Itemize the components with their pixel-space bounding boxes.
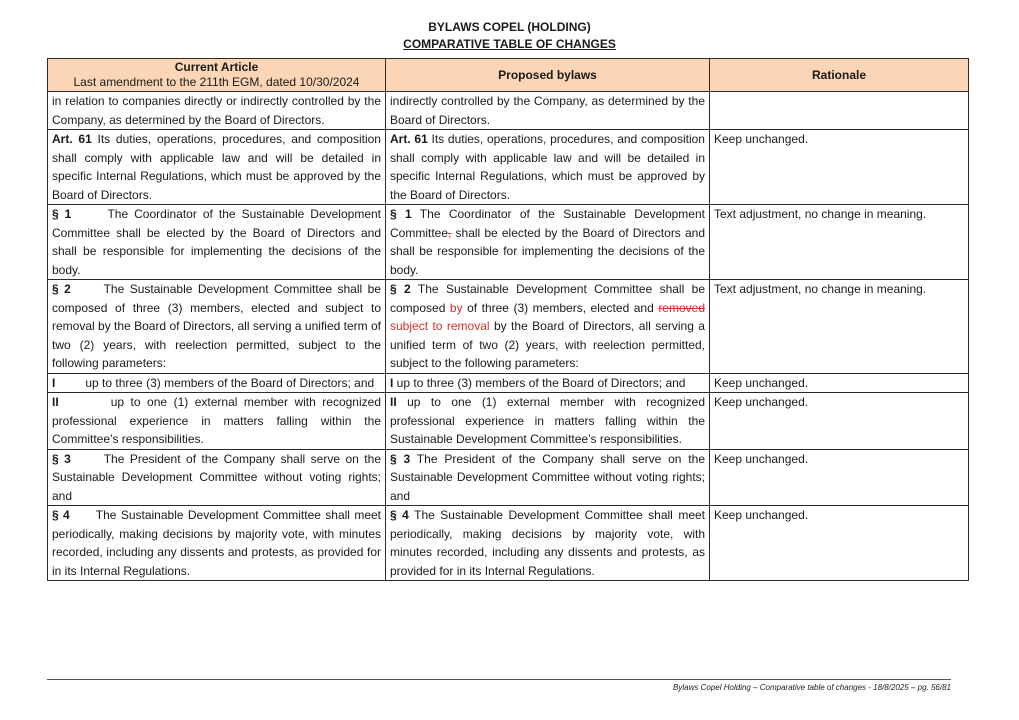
current-text: The President of the Company shall serve on the Sustainable Development Committee without voting rights; and	[52, 451, 381, 503]
proposed-text: by the Board of Directors, all serving a unified term of two (2) years, with reelection permitted, subject to the following parameters:	[390, 319, 705, 370]
table-row	[48, 393, 969, 450]
table-row	[48, 373, 969, 393]
deleted-text: removed	[658, 300, 705, 315]
column-header-rationale: Rationale	[710, 59, 969, 92]
inserted-text: by	[449, 300, 463, 315]
rationale-text: Keep unchanged.	[714, 451, 809, 466]
proposed-cell	[386, 449, 710, 506]
rationale-cell	[710, 92, 969, 130]
current-cell	[48, 449, 386, 506]
article-label: Art. 61	[52, 132, 92, 146]
current-text: The Coordinator of the Sustainable Development Committee shall be elected by the Board of Directors and shall be responsible for implementing the decisions of the body.	[52, 207, 382, 277]
table-header-row	[48, 59, 969, 92]
rationale-text: Keep unchanged.	[714, 395, 809, 409]
proposed-text: indirectly controlled by the Company, as determined by the Board of Directors.	[390, 94, 705, 127]
comparative-table	[47, 58, 969, 581]
proposed-text: shall be elected by the Board of Directors and shall be responsible for implementing the decisions of the body.	[390, 225, 705, 277]
rationale-cell	[710, 205, 969, 280]
proposed-text: The Sustainable Development Committee shall meet periodically, making decisions by majority vote, with minutes recorded, including any dissents and protests, as provided for in its Internal Regulations.	[390, 508, 705, 578]
paragraph-label: § 1	[390, 207, 412, 221]
paragraph-label: § 3	[390, 451, 411, 466]
table-row	[48, 205, 969, 280]
paragraph-label: § 4	[390, 508, 409, 522]
paragraph-label: § 2	[390, 282, 411, 296]
current-text: The Sustainable Development Committee shall be composed of three (3) members, elected and subject to removal by the Board of Directors, all serving a unified term of two (2) years, with reelection permitted, subject to the following parameters:	[52, 282, 381, 370]
proposed-cell	[386, 205, 710, 280]
page-footer: Bylaws Copel Holding – Comparative table of changes - 18/8/2025 – pg. 56/81	[673, 683, 951, 692]
proposed-cell	[386, 393, 710, 450]
current-cell	[48, 373, 386, 393]
paragraph-label: § 3	[52, 451, 71, 466]
rationale-cell	[710, 506, 969, 581]
column-header-current-subtitle: Last amendment to the 211th EGM, dated 10/30/2024	[73, 75, 360, 89]
proposed-cell	[386, 280, 710, 374]
rationale-text: Text adjustment, no change in meaning.	[714, 207, 927, 221]
current-cell	[48, 506, 386, 581]
rationale-cell	[710, 393, 969, 450]
proposed-cell	[386, 506, 710, 581]
table-row	[48, 92, 969, 130]
inserted-text: subject to removal	[390, 319, 490, 333]
current-text: up to one (1) external member with recognized professional experience in matters falling within the Committee’s responsibilities.	[52, 395, 381, 446]
item-label: I	[52, 375, 56, 390]
table-row	[48, 506, 969, 581]
proposed-cell	[386, 373, 710, 393]
table-row	[48, 449, 969, 506]
proposed-text: The President of the Company shall serve on the Sustainable Development Committee without voting rights; and	[390, 451, 705, 503]
rationale-cell	[710, 449, 969, 506]
rationale-text: Keep unchanged.	[714, 508, 809, 522]
proposed-text: up to three (3) members of the Board of Directors; and	[393, 375, 686, 390]
item-label: II	[52, 395, 59, 409]
column-header-current	[48, 59, 386, 92]
proposed-text: up to one (1) external member with recognized professional experience in matters falling within the Sustainable Development Committee’s responsibilities.	[390, 395, 705, 446]
current-cell	[48, 280, 386, 374]
current-text: up to three (3) members of the Board of Directors; and	[85, 375, 375, 390]
document-title: BYLAWS COPEL (HOLDING)	[428, 20, 591, 34]
table-row	[48, 280, 969, 374]
current-cell	[48, 130, 386, 205]
rationale-text: Keep unchanged.	[714, 375, 809, 390]
proposed-text: Its duties, operations, procedures, and composition shall comply with applicable law and will be detailed in specific Internal Regulations, which must be approved by the Board of Directors.	[390, 132, 705, 202]
rationale-cell	[710, 130, 969, 205]
column-header-proposed: Proposed bylaws	[386, 59, 710, 92]
deleted-text: ,	[448, 225, 452, 240]
paragraph-label: § 1	[52, 207, 72, 221]
proposed-cell	[386, 92, 710, 130]
paragraph-label: § 4	[52, 508, 70, 522]
rationale-text: Keep unchanged.	[714, 132, 809, 146]
current-cell	[48, 393, 386, 450]
current-cell	[48, 205, 386, 280]
proposed-text: The Sustainable Development Committee shall be composed	[390, 282, 705, 315]
proposed-cell	[386, 130, 710, 205]
rationale-cell	[710, 280, 969, 374]
item-label: I	[390, 375, 394, 390]
paragraph-label: § 2	[52, 282, 71, 296]
rationale-text: Text adjustment, no change in meaning.	[714, 282, 927, 296]
rationale-cell	[710, 373, 969, 393]
table-row	[48, 130, 969, 205]
item-label: II	[390, 395, 397, 409]
current-text: The Sustainable Development Committee shall meet periodically, making decisions by majority vote, with minutes recorded, including any dissents and protests, as provided for in its Internal Regulations.	[52, 508, 381, 578]
proposed-text: of three (3) members, elected and	[462, 300, 659, 315]
current-text: Its duties, operations, procedures, and composition shall comply with applicable law and will be detailed in specific Internal Regulations, which must be approved by the Board of Directors.	[52, 132, 381, 202]
current-cell	[48, 92, 386, 130]
footer-divider	[47, 679, 951, 680]
document-subtitle: COMPARATIVE TABLE OF CHANGES	[403, 37, 616, 51]
column-header-current-title: Current Article	[174, 60, 259, 74]
proposed-text: The Coordinator of the Sustainable Development Committee	[390, 207, 705, 240]
current-text: in relation to companies directly or indirectly controlled by the Company, as determined by the Board of Directors.	[52, 94, 381, 127]
article-label: Art. 61	[390, 132, 428, 146]
